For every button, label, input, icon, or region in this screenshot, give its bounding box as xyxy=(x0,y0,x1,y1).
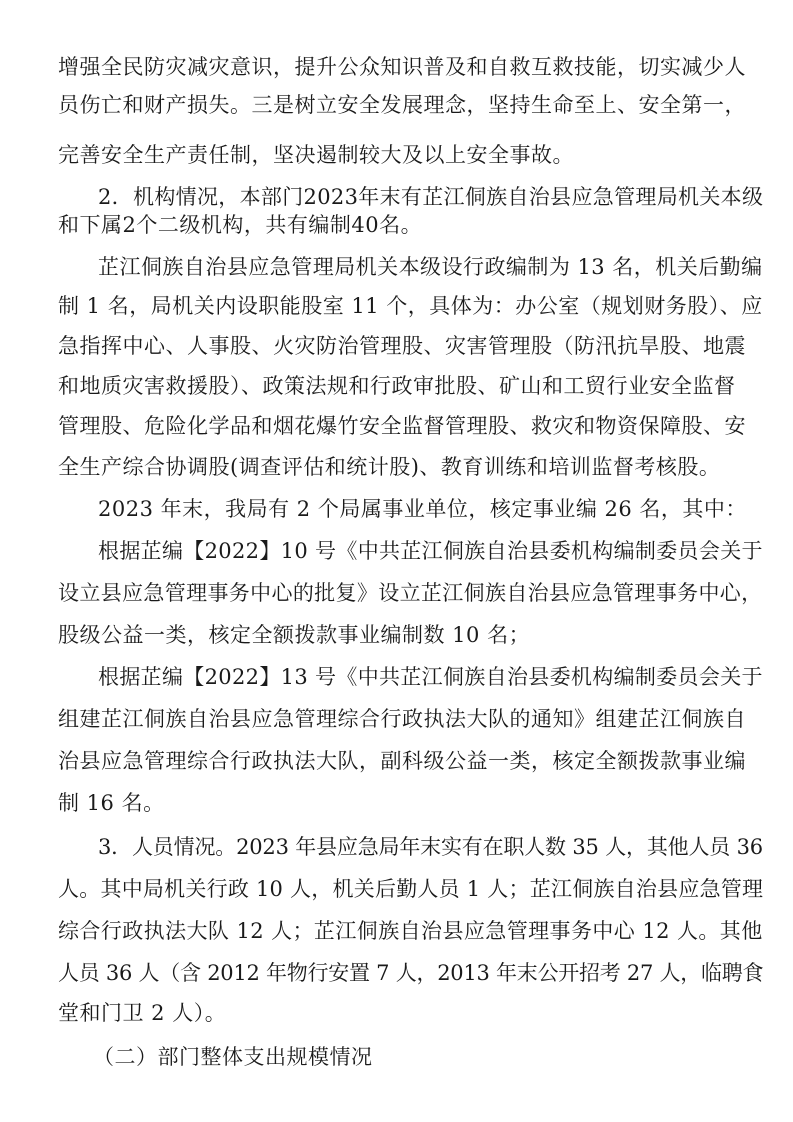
text-line: 急指挥中心、人事股、火灾防治管理股、灾害管理股（防汛抗旱股、地震 xyxy=(58,334,746,358)
text-line: 制 16 名。 xyxy=(58,791,165,815)
text-line: 2023 年末，我局有 2 个局属事业单位，核定事业编 26 名，其中： xyxy=(98,497,747,521)
text-line: 堂和门卫 2 人）。 xyxy=(58,1001,227,1025)
text-line: 根据芷编【2022】13 号《中共芷江侗族自治县委机构编制委员会关于 xyxy=(98,665,763,689)
text-line: 制 1 名，局机关内设职能股室 11 个，具体为：办公室（规划财务股）、应 xyxy=(58,294,763,318)
text-line: 根据芷编【2022】10 号《中共芷江侗族自治县委机构编制委员会关于 xyxy=(98,539,763,563)
text-line: 综合行政执法大队 12 人；芷江侗族自治县应急管理事务中心 12 人。其他 xyxy=(58,919,763,943)
text-line: 组建芷江侗族自治县应急管理综合行政执法大队的通知》组建芷江侗族自 xyxy=(58,707,746,731)
text-line: 增强全民防灾减灾意识，提升公众知识普及和自救互救技能，切实减少人 xyxy=(58,55,746,79)
text-line: 3．人员情况。2023 年县应急局年末实有在职人数 35 人，其他人员 36 xyxy=(98,835,763,859)
text-line: 芷江侗族自治县应急管理局机关本级设行政编制为 13 名，机关后勤编 xyxy=(98,255,763,279)
text-line: 人。其中局机关行政 10 人，机关后勤人员 1 人；芷江侗族自治县应急管理 xyxy=(58,877,764,901)
text-line: 人员 36 人（含 2012 年物行安置 7 人，2013 年末公开招考 27 人，临聘食 xyxy=(58,961,764,985)
text-line: 管理股、危险化学品和烟花爆竹安全监督管理股、救灾和物资保障股、安 xyxy=(58,414,746,438)
text-line: 和地质灾害救援股）、政策法规和行政审批股、矿山和工贸行业安全监督 xyxy=(58,374,736,398)
text-line: 员伤亡和财产损失。三是树立安全发展理念，坚持生命至上、安全第一， xyxy=(58,93,746,117)
text-line: 治县应急管理综合行政执法大队，副科级公益一类，核定全额拨款事业编 xyxy=(58,749,746,773)
text-line: 全生产综合协调股(调查评估和统计股)、教育训练和培训监督考核股。 xyxy=(58,455,721,479)
text-line: 完善安全生产责任制，坚决遏制较大及以上安全事故。 xyxy=(58,143,574,167)
text-line: 股级公益一类，核定全额拨款事业编制数 10 名； xyxy=(58,623,531,647)
text-line: 设立县应急管理事务中心的批复》设立芷江侗族自治县应急管理事务中心， xyxy=(58,581,763,605)
section-heading: （二）部门整体支出规模情况 xyxy=(93,1045,373,1069)
text-line: 和下属2个二级机构，共有编制40名。 xyxy=(58,213,423,237)
text-line: 2．机构情况，本部门2023年末有芷江侗族自治县应急管理局机关本级 xyxy=(98,185,764,209)
